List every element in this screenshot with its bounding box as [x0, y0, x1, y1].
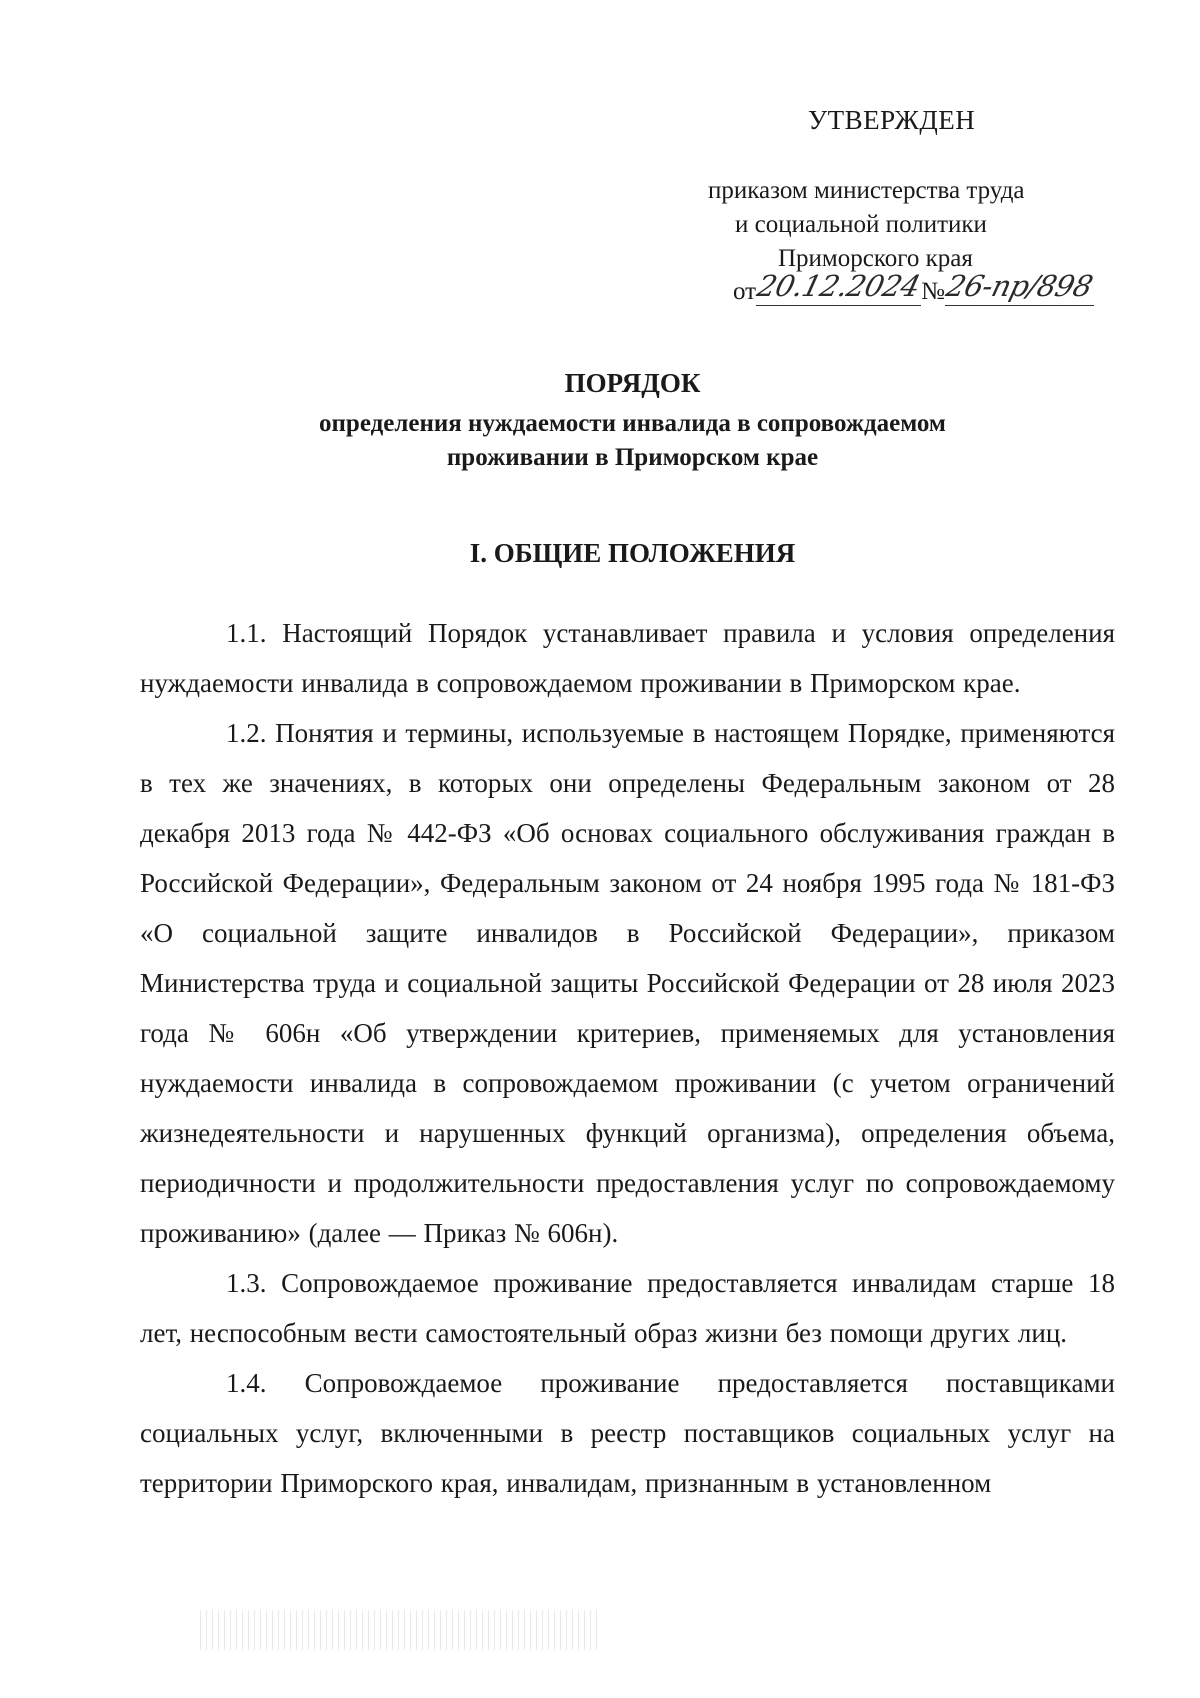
approval-line-1: приказом министерства труда	[708, 177, 1025, 204]
paragraph-1-4: 1.4. Сопровождаемое проживание предоставляется поставщиками социальных услуг, включенными в реестр поставщиков социальных услуг на территории Приморского края, инвалидам, признанным в установленном	[140, 1368, 1115, 1498]
date-prefix: от	[733, 278, 757, 305]
section-body	[140, 608, 1115, 1508]
scan-noise	[200, 1610, 600, 1650]
paragraph-1-3: 1.3. Сопровождаемое проживание предоставляется инвалидам старше 18 лет, неспособным вести самостоятельный образ жизни без помощи других лиц.	[140, 1268, 1115, 1348]
approval-date-row	[733, 270, 1094, 306]
handwritten-date: 20.12.2024	[753, 269, 924, 303]
approval-line-3: Приморского края	[778, 245, 973, 272]
document-subtitle-line-1: определения нуждаемости инвалида в сопровождаемом	[319, 410, 946, 437]
number-prefix: №	[921, 278, 946, 305]
approval-line-2: и социальной политики	[735, 211, 987, 238]
paragraph-1-2: 1.2. Понятия и термины, используемые в настоящем Порядке, применяются в тех же значениях, в которых они определены Федеральным законом от 28 декабря 2013 года № 442-ФЗ «Об основах социального обслуживания граждан в Российской Федерации», Федеральным законом от 24 ноября 1995 года № 181-ФЗ «О социальной защите инвалидов в Российской Федерации», приказом Министерства труда и социальной защиты Российской Федерации от 28 июля 2023 года № 606н «Об утверждении критериев, применяемых для установления нуждаемости инвалида в сопровождаемом проживании (с учетом ограничений жизнедеятельности и нарушенных функций организма), определения объема, периодичности и продолжительности предоставления услуг по сопровождаемому проживанию» (далее — Приказ № 606н).	[140, 718, 1115, 1248]
handwritten-number: 26-пр/898	[942, 269, 1096, 303]
number-field	[942, 269, 1096, 306]
date-field	[753, 269, 924, 306]
document-subtitle-line-2: проживании в Приморском крае	[446, 444, 819, 471]
approval-title: УТВЕРЖДЕН	[808, 105, 976, 135]
section-heading: I. ОБЩИЕ ПОЛОЖЕНИЯ	[469, 538, 796, 568]
document-title: ПОРЯДОК	[564, 368, 701, 398]
paragraph-1-1: 1.1. Настоящий Порядок устанавливает правила и условия определения нуждаемости инвалида в сопровождаемом проживании в Приморском крае.	[140, 618, 1115, 698]
